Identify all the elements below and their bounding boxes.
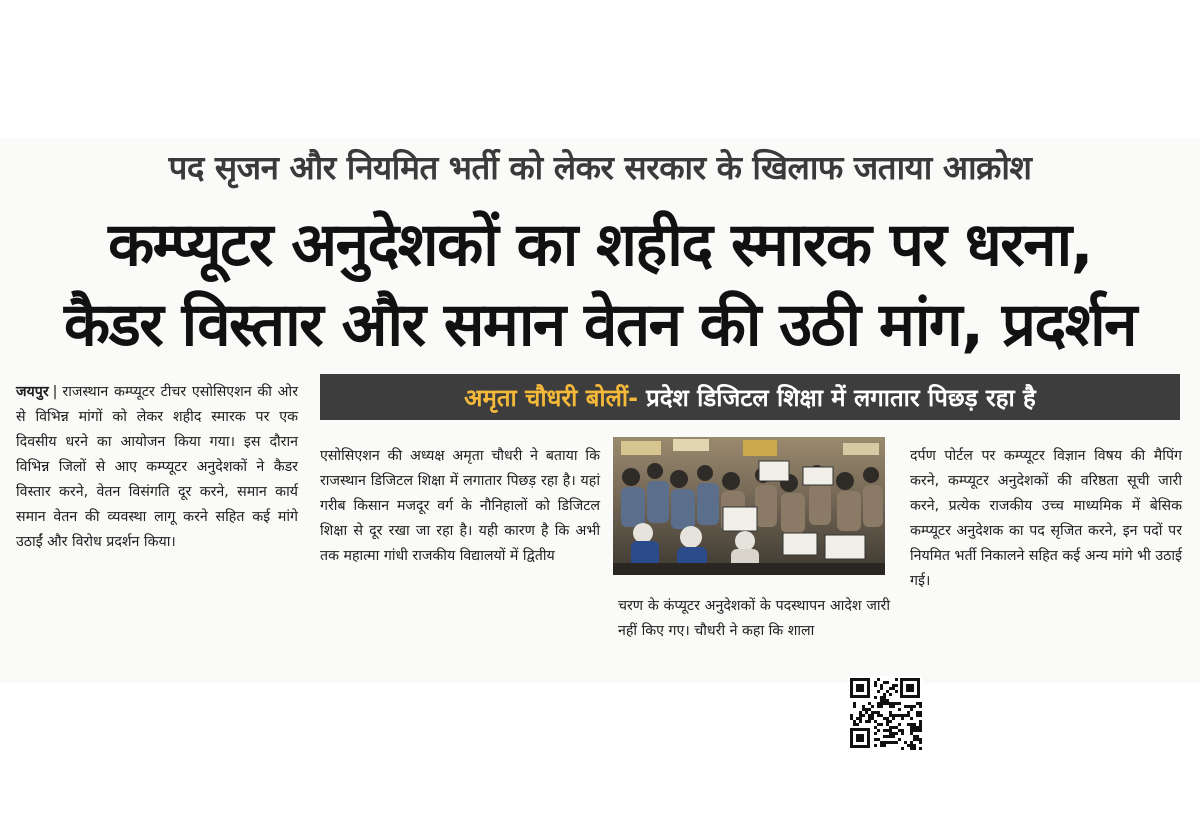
article-column-3: चरण के कंप्यूटर अनुदेशकों के पदस्थापन आदेश जारी नहीं किए गए। चौधरी ने कहा कि शाला — [618, 598, 890, 639]
qr-module — [883, 681, 886, 684]
banner-text: प्रदेश डिजिटल शिक्षा में लगातार पिछड़ रहा है — [646, 383, 1036, 412]
article-column-4: दर्पण पोर्टल पर कम्प्यूटर विज्ञान विषय की मैपिंग करने, कम्प्यूटर अनुदेशकों की वरिष्ठता सूची जारी करने, प्रत्येक राजकीय उच्च माध्यमिक में बेसिक कम्प्यूटर अनुदेशक का पद सृजित करने, इन पदों पर नियमित भर्ती निकालने सहित कई अन्य मांगे भी उठाई गई। — [910, 448, 1182, 589]
qr-module — [886, 735, 889, 738]
qr-module — [919, 702, 922, 705]
qr-module — [862, 705, 865, 708]
qr-module — [916, 711, 919, 714]
qr-module — [874, 684, 877, 687]
qr-module — [901, 732, 904, 735]
qr-module — [913, 738, 916, 741]
qr-module — [889, 705, 892, 708]
qr-module — [889, 714, 892, 717]
qr-module — [862, 714, 865, 717]
qr-module — [892, 702, 895, 705]
qr-module — [889, 732, 892, 735]
qr-module — [904, 705, 907, 708]
qr-module — [895, 684, 898, 687]
protest-crowd-photo-icon — [613, 437, 885, 575]
qr-module — [877, 690, 880, 693]
qr-module — [910, 744, 913, 747]
qr-module — [910, 717, 913, 720]
qr-module — [853, 720, 856, 723]
qr-module — [895, 714, 898, 717]
protest-photo — [613, 437, 885, 575]
qr-module — [892, 732, 895, 735]
qr-module — [886, 699, 889, 702]
qr-module — [901, 717, 904, 720]
qr-module — [871, 714, 874, 717]
qr-module — [889, 687, 892, 690]
qr-module — [919, 747, 922, 750]
qr-module — [874, 681, 877, 684]
qr-module — [910, 726, 913, 729]
qr-module — [886, 681, 889, 684]
qr-module — [889, 720, 892, 723]
qr-code-graphic — [848, 676, 922, 750]
qr-module — [868, 708, 871, 711]
qr-module — [877, 714, 880, 717]
qr-module — [913, 735, 916, 738]
qr-module — [862, 708, 865, 711]
qr-module — [859, 711, 862, 714]
qr-module — [919, 741, 922, 744]
qr-module — [913, 729, 916, 732]
qr-module — [877, 702, 880, 705]
qr-module — [880, 684, 883, 687]
qr-module — [916, 729, 919, 732]
qr-module — [886, 720, 889, 723]
qr-module — [895, 732, 898, 735]
qr-module — [865, 720, 868, 723]
qr-module — [850, 717, 853, 720]
qr-module — [874, 696, 877, 699]
qr-module — [883, 735, 886, 738]
qr-module — [886, 717, 889, 720]
qr-module — [889, 729, 892, 732]
qr-module — [898, 714, 901, 717]
qr-module — [919, 729, 922, 732]
qr-module — [871, 717, 874, 720]
qr-module — [853, 702, 856, 705]
qr-module — [913, 705, 916, 708]
kicker-headline: पद सृजन और नियमित भर्ती को लेकर सरकार के खिलाफ जताया आक्रोश — [168, 148, 1032, 187]
banner-speaker: अमृता चौधरी बोलीं- — [464, 383, 639, 412]
qr-module — [898, 738, 901, 741]
qr-module — [865, 711, 868, 714]
qr-module — [892, 741, 895, 744]
qr-module — [853, 723, 856, 726]
qr-module — [910, 708, 913, 711]
qr-module — [874, 726, 877, 729]
qr-module — [859, 714, 862, 717]
qr-module — [859, 717, 862, 720]
qr-module — [910, 747, 913, 750]
qr-module — [877, 705, 880, 708]
qr-module — [874, 711, 877, 714]
qr-module — [901, 729, 904, 732]
qr-module — [850, 714, 853, 717]
qr-module — [916, 738, 919, 741]
qr-module — [910, 705, 913, 708]
qr-module — [886, 741, 889, 744]
qr-module — [898, 708, 901, 711]
qr-module — [874, 720, 877, 723]
qr-module — [898, 702, 901, 705]
qr-module — [892, 714, 895, 717]
qr-module — [883, 741, 886, 744]
qr-module — [877, 729, 880, 732]
qr-module — [898, 723, 901, 726]
qr-module — [907, 714, 910, 717]
qr-module — [871, 711, 874, 714]
qr-module — [913, 726, 916, 729]
qr-module — [901, 714, 904, 717]
qr-module — [868, 714, 871, 717]
qr-module — [886, 702, 889, 705]
qr-module — [910, 732, 913, 735]
qr-module — [916, 714, 919, 717]
qr-module — [886, 690, 889, 693]
qr-module — [880, 723, 883, 726]
qr-module — [889, 726, 892, 729]
qr-module — [916, 702, 919, 705]
qr-module — [874, 732, 877, 735]
qr-module — [910, 723, 913, 726]
qr-module — [868, 717, 871, 720]
qr-module — [910, 729, 913, 732]
qr-module — [874, 744, 877, 747]
qr-module — [907, 711, 910, 714]
article-column-1 — [16, 380, 298, 555]
qr-module — [877, 711, 880, 714]
qr-module — [919, 726, 922, 729]
qr-module — [883, 717, 886, 720]
qr-module — [868, 720, 871, 723]
qr-module — [880, 744, 883, 747]
qr-module — [883, 699, 886, 702]
qr-module — [889, 702, 892, 705]
qr-module — [868, 702, 871, 705]
qr-module — [889, 711, 892, 714]
qr-module — [892, 726, 895, 729]
qr-module — [895, 726, 898, 729]
qr-module — [895, 678, 898, 681]
column-1-text: राजस्थान कम्प्यूटर टीचर एसोसिएशन की ओर से विभिन्न मांगों को लेकर शहीद स्मारक पर एक दिवसीय धरने का आयोजन किया गया। इस दौरान विभिन्न जिलों से आए कम्प्यूटर अनुदेशकों ने कैडर विस्तार करने, वेतन विसंगति दूर करने, समान कार्य समान वेतन की व्यवस्था लागू करने सहित कई मांगे उठाईं और विरोध प्रदर्शन किया। — [16, 384, 298, 550]
qr-module — [904, 741, 907, 744]
qr-module — [895, 702, 898, 705]
qr-module — [907, 723, 910, 726]
qr-module — [919, 738, 922, 741]
qr-module — [883, 693, 886, 696]
qr-module — [892, 684, 895, 687]
qr-module — [883, 702, 886, 705]
quote-banner — [320, 374, 1180, 420]
qr-module — [919, 720, 922, 723]
qr-module — [904, 714, 907, 717]
qr-module — [874, 738, 877, 741]
qr-module — [889, 735, 892, 738]
qr-module — [883, 729, 886, 732]
qr-module — [880, 702, 883, 705]
qr-module — [907, 744, 910, 747]
qr-module — [895, 741, 898, 744]
qr-module — [880, 741, 883, 744]
qr-module — [901, 747, 904, 750]
qr-module — [892, 687, 895, 690]
qr-module — [880, 687, 883, 690]
qr-module — [856, 723, 859, 726]
qr-module — [871, 705, 874, 708]
qr-module — [883, 696, 886, 699]
qr-module — [898, 729, 901, 732]
qr-module — [889, 741, 892, 744]
qr-module — [886, 723, 889, 726]
article-column-2: एसोसिएशन की अध्यक्ष अमृता चौधरी ने बताया कि राजस्थान डिजिटल शिक्षा में लगातार पिछड़ रहा है। यहां गरीब किसान मजदूर वर्ग के नौनिहालों को डिजिटल शिक्षा से दूर रखा जा रहा है। यही कारण है कि अभी तक महात्मा गांधी राजकीय विद्यालयों में द्वितीय — [320, 448, 600, 564]
dateline: जयपुर — [16, 384, 49, 400]
qr-module — [919, 711, 922, 714]
qr-module — [883, 744, 886, 747]
qr-module — [913, 747, 916, 750]
qr-module — [907, 705, 910, 708]
main-headline-line-2: कैडर विस्तार और समान वेतन की उठी मांग, प्रदर्शन — [64, 290, 1136, 360]
qr-module — [892, 717, 895, 720]
qr-module — [919, 714, 922, 717]
qr-module — [859, 720, 862, 723]
qr-module — [919, 723, 922, 726]
qr-module — [919, 705, 922, 708]
qr-module — [856, 717, 859, 720]
dateline-divider: | — [52, 384, 58, 400]
qr-module — [853, 705, 856, 708]
qr-module — [877, 738, 880, 741]
qr-module — [880, 705, 883, 708]
main-headline-line-1: कम्प्यूटर अनुदेशकों का शहीद स्मारक पर धरना, — [108, 210, 1092, 280]
qr-module — [880, 696, 883, 699]
qr-module — [892, 735, 895, 738]
qr-module — [886, 729, 889, 732]
qr-module — [889, 693, 892, 696]
qr-code-icon[interactable] — [848, 676, 922, 750]
qr-module — [916, 735, 919, 738]
qr-module — [910, 741, 913, 744]
qr-module — [877, 723, 880, 726]
qr-module — [913, 744, 916, 747]
qr-module — [916, 726, 919, 729]
qr-module — [913, 723, 916, 726]
qr-module — [880, 699, 883, 702]
qr-module — [877, 678, 880, 681]
qr-module — [880, 714, 883, 717]
qr-module — [865, 708, 868, 711]
qr-module — [895, 690, 898, 693]
qr-module — [892, 705, 895, 708]
